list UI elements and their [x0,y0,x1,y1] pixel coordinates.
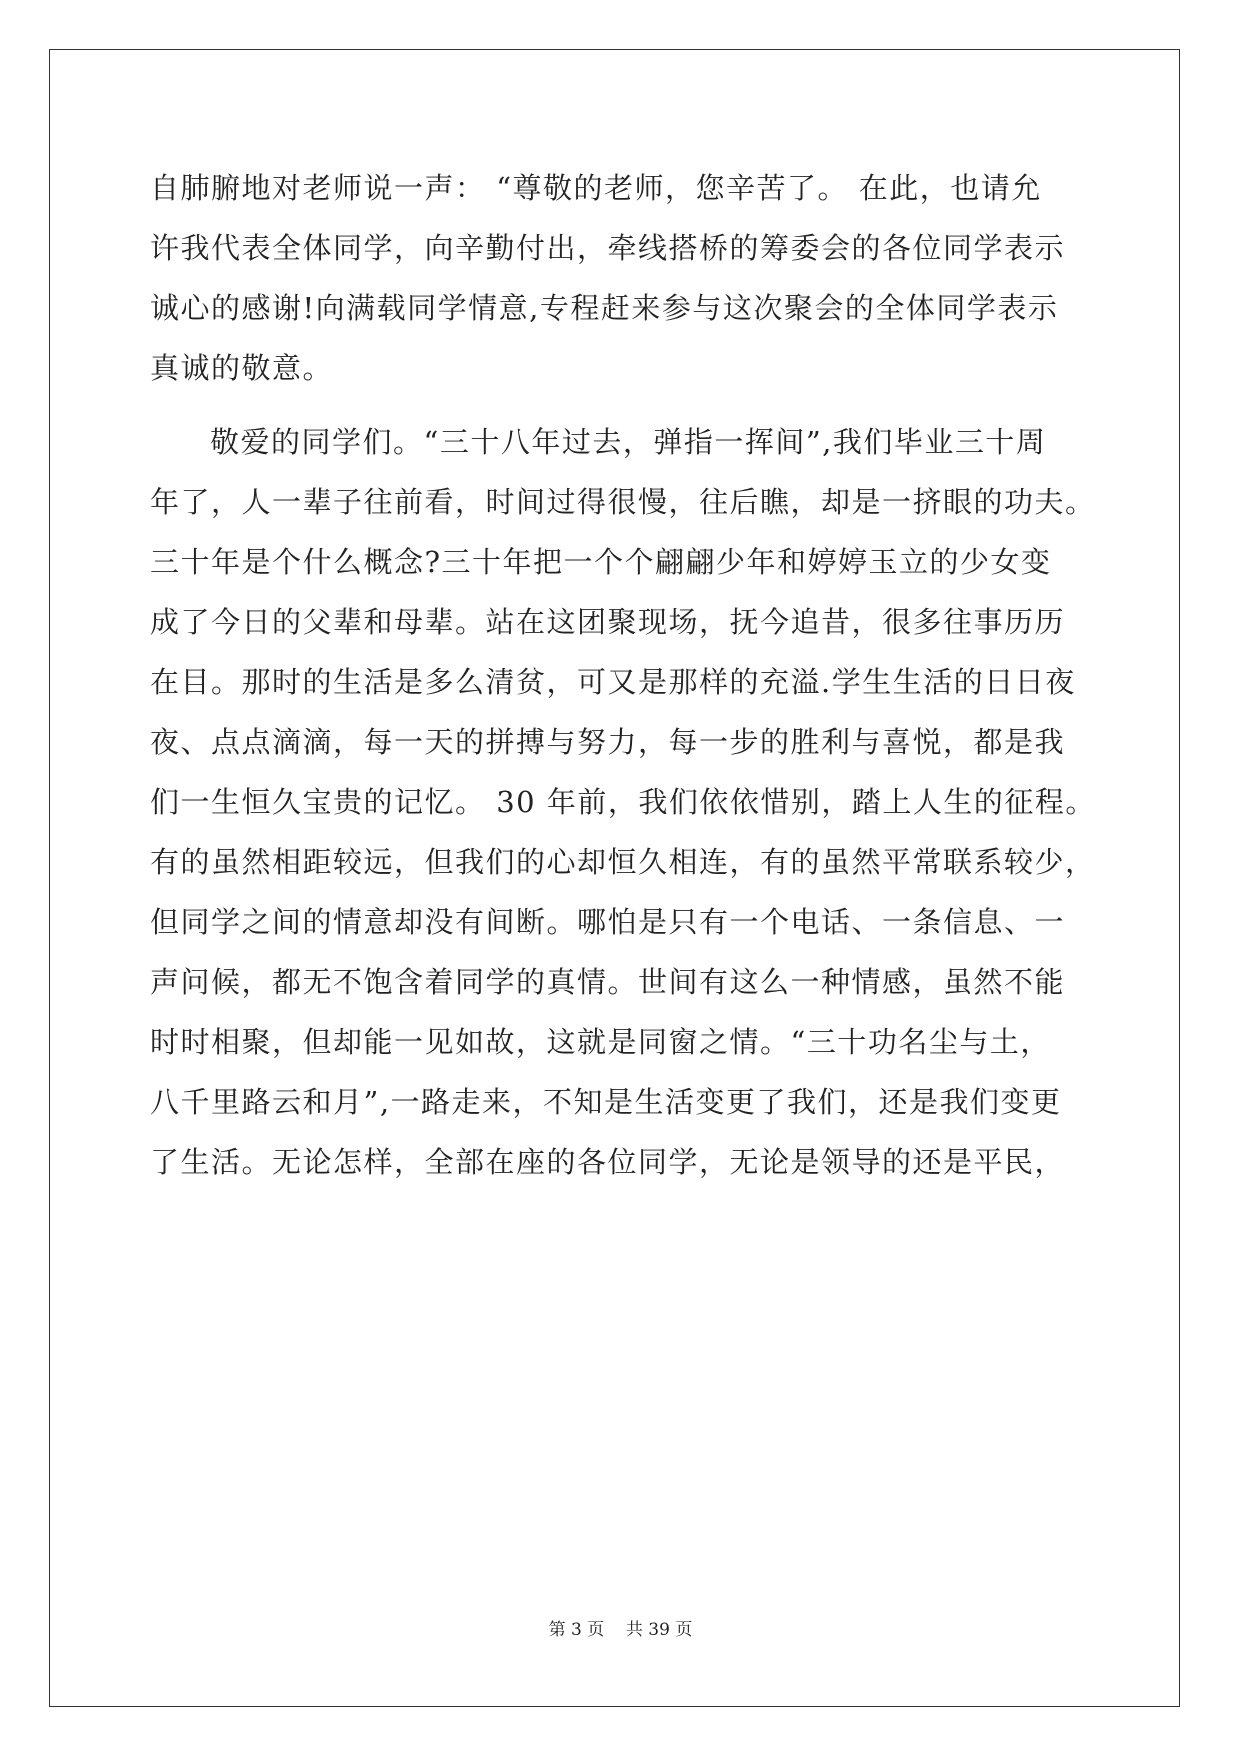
paragraph-2 [150,412,1095,1192]
text-line: 夜、点点滴滴，每一天的拼搏与努力，每一步的胜利与喜悦，都是我 [150,725,1066,759]
text-line: 了生活。无论怎样，全部在座的各位同学，无论是领导的还是平民， [150,1145,1066,1179]
text-line: 三十年是个什么概念?三十年把一个个翩翩少年和婷婷玉立的少女变 [150,545,1052,579]
text-line: 年了，人一辈子往前看，时间过得很慢，往后瞧，却是一挤眼的功夫。 [150,485,1096,519]
text-line: 声问候，都无不饱含着同学的真情。世间有这么一种情感，虽然不能 [150,965,1066,999]
text-line: 敬爱的同学们。“三十八年过去，弹指一挥间”,我们毕业三十周 [210,425,1047,459]
text-line: 诚心的感谢!向满载同学情意,专程赶来参与这次聚会的全体同学表示 [150,291,1059,325]
paragraph-1 [150,158,1095,398]
page-number-footer: 第 3 页 共 39 页 [548,1620,693,1640]
text-line: 成了今日的父辈和母辈。站在这团聚现场，抚今追昔，很多往事历历 [150,605,1066,639]
text-line: 在目。那时的生活是多么清贫，可又是那样的充溢.学生生活的日日夜 [150,665,1076,699]
paragraph-gap [150,398,1095,412]
text-line: 八千里路云和月”,一路走来，不知是生活变更了我们，还是我们变更 [150,1085,1062,1119]
text-line: 们一生恒久宝贵的记忆。 30 年前，我们依依惜别，踏上人生的征程。 [150,785,1096,819]
text-line: 但同学之间的情意却没有间断。哪怕是只有一个电话、一条信息、一 [150,905,1066,939]
text-line: 有的虽然相距较远，但我们的心却恒久相连，有的虽然平常联系较少， [150,845,1096,879]
text-line: 时时相聚，但却能一见如故，这就是同窗之情。“三十功名尘与土， [150,1025,1051,1059]
text-line: 自肺腑地对老师说一声： “尊敬的老师，您辛苦了。 在此，也请允 [150,171,1042,205]
text-line: 许我代表全体同学，向辛勤付出，牵线搭桥的筹委会的各位同学表示 [150,231,1066,265]
document-body [150,158,1095,1192]
text-line: 真诚的敬意。 [150,351,334,385]
